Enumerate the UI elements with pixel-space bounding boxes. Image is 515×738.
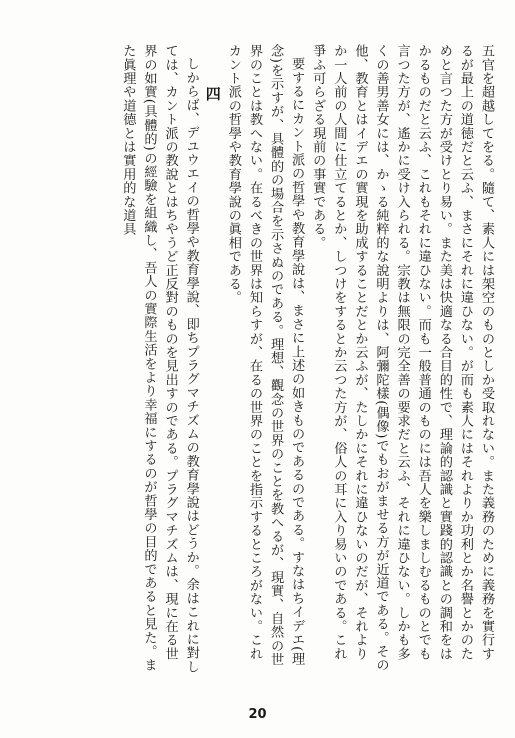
paragraph-1: 五官を超越してをる。隨て、素人には架空のものとしか受取れない。また義務のために義務を實行するが最上の道徳だと云ふ、まさにそれに違ひない。が而も素人にはそれよりか功利とか名譽とかのためと言つた方が受けとり易い。また美は快適なる合目的性で、理論的認識と實踐的認識との調和をはかるものだと云ふ、これもそれに違ひない。而も一般普通のものには吾人を樂しましむるものとでも言つた方が、遙かに受け入られる。宗教は無限の完全善の要求だと云ふ、それに違ひない。しかも多くの善男善女には、かゝる純粹的な說明よりは、阿彌陀樣(偶像)でもおがませる方が近道である。その他、教育とはイデエの實現を助成することだとか云ふが、たしかにそれに違ひないのだが、それよりか一人前の人間に仕立てるとか、しつけをするとか云つた方が、俗人の耳に入り易いのである。これ爭ふ可らざる現前の事實である。 (310, 44, 494, 672)
body-text (17, 44, 497, 674)
section-heading: 四 (203, 86, 222, 101)
paragraph-2: 要するにカント派の哲學や教育學說は、まさに上述の如きものであるのである。すなはちイデエ(理念)を示すが、具體的の場合を示さぬのである。理想、觀念の世界のことを教へるが、現實、自然の世界のことは教へない。在るべきの世界は知らすが、在るの世界のことを指示するところがない。これカント派の哲學や教育學說の眞相である。 (225, 44, 305, 667)
page-number: 20 (248, 707, 267, 722)
paragraph-3: しからば、デユウエイの哲學や教育學說、即ちプラグマチズムの教育學說はどうか。余はこれに對しては、カント派の教說とはちやうど正反對のものを見出すのである。プラグマチズムは、現に在る世界の如實(具體的)の經驗を組織し、吾人の實際生活をより幸福にするのが哲學の目的であると見た。また眞理や道德とは實用的な道具 (120, 44, 199, 674)
